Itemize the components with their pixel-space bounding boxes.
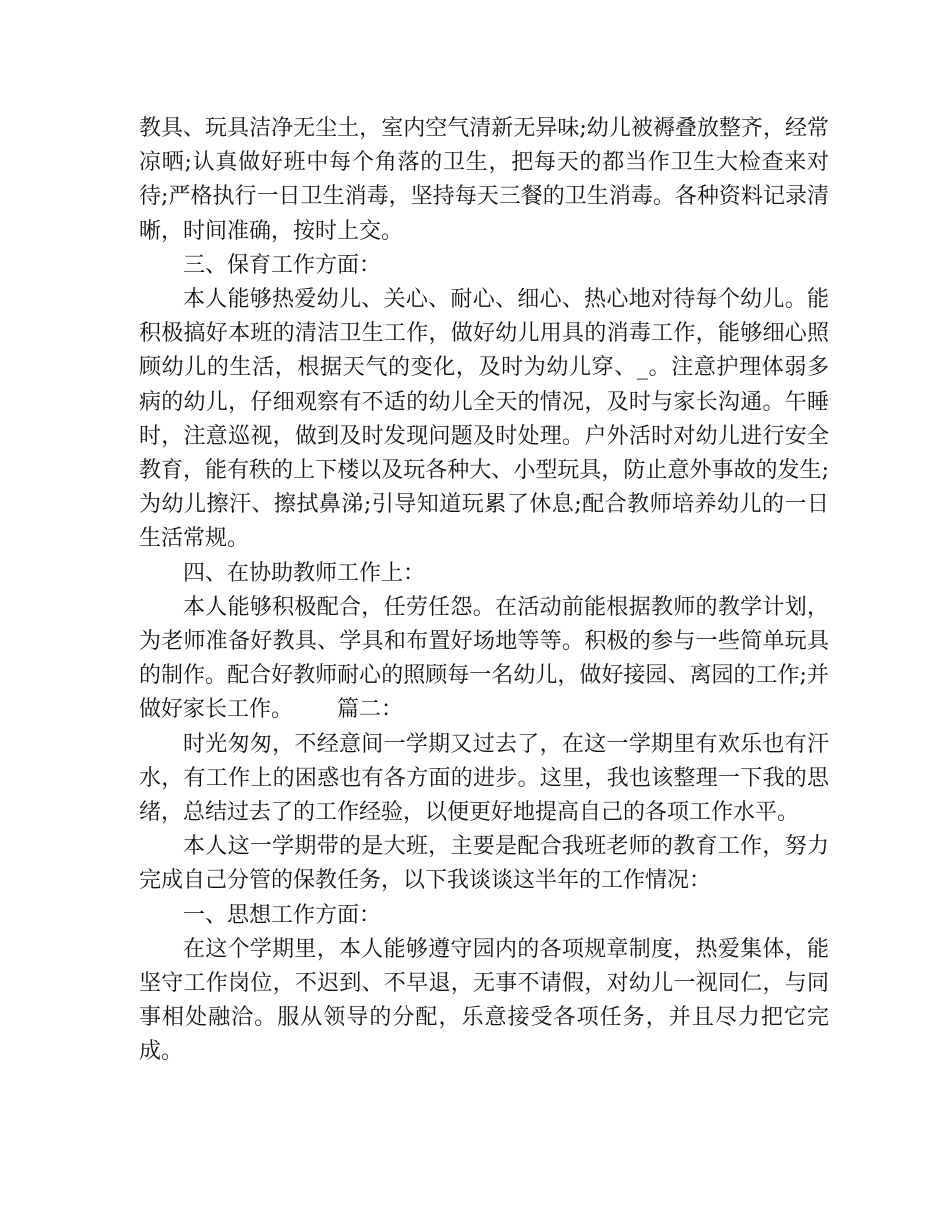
part-two-heading: 篇二： — [337, 697, 404, 723]
paragraph-assist-teacher — [139, 591, 829, 728]
section-heading-assist-teacher: 四、在协助教师工作上： — [183, 560, 426, 586]
section-heading-ideology: 一、思想工作方面： — [183, 902, 382, 928]
section-heading-childcare: 三、保育工作方面： — [183, 252, 382, 278]
paragraph-childcare: 本人能够热爱幼儿、关心、耐心、细心、热心地对待每个幼儿。能积极搞好本班的清洁卫生工作，做好幼儿用具的消毒工作，能够细心照顾幼儿的生活，根据天气的变化，及时为幼儿穿、_。注意护理体弱多病的幼儿，仔细观察有不适的幼儿全天的情况，及时与家长沟通。午睡时，注意巡视，做到及时发现问题及时处理。户外活时对幼儿进行安全教育，能有秩的上下楼以及玩各种大、小型玩具，防止意外事故的发生;为幼儿擦汗、擦拭鼻涕;引导知道玩累了休息;配合教师培养幼儿的一日生活常规。 — [139, 287, 829, 552]
paragraph-ideology: 在这个学期里，本人能够遵守园内的各项规章制度，热爱集体，能坚守工作岗位，不迟到、不早退，无事不请假，对幼儿一视同仁，与同事相处融洽。服从领导的分配，乐意接受各项任务，并且尽力把它完成。 — [139, 936, 829, 1065]
paragraph-assist-teacher-text: 本人能够积极配合，任劳任怨。在活动前能根据教师的教学计划，为老师准备好教具、学具和布置好场地等等。积极的参与一些简单玩具的制作。配合好教师耐心的照顾每一名幼儿，做好接园、离园的工作;并做好家长工作。 — [139, 594, 829, 723]
paragraph-class-overview: 本人这一学期带的是大班，主要是配合我班老师的教育工作，努力完成自己分管的保教任务，以下我谈谈这半年的工作情况： — [139, 834, 829, 894]
paragraph-semester-intro: 时光匆匆，不经意间一学期又过去了，在这一学期里有欢乐也有汗水，有工作上的困惑也有各方面的进步。这里，我也该整理一下我的思绪，总结过去了的工作经验，以便更好地提高自己的各项工作水平。 — [139, 731, 829, 826]
paragraph-hygiene-continued: 教具、玩具洁净无尘土，室内空气清新无异味;幼儿被褥叠放整齐，经常凉晒;认真做好班中每个角落的卫生，把每天的都当作卫生大检查来对待;严格执行一日卫生消毒，坚持每天三餐的卫生消毒。各种资料记录清晰，时间准确，按时上交。 — [139, 116, 829, 244]
document-body — [139, 112, 829, 1070]
